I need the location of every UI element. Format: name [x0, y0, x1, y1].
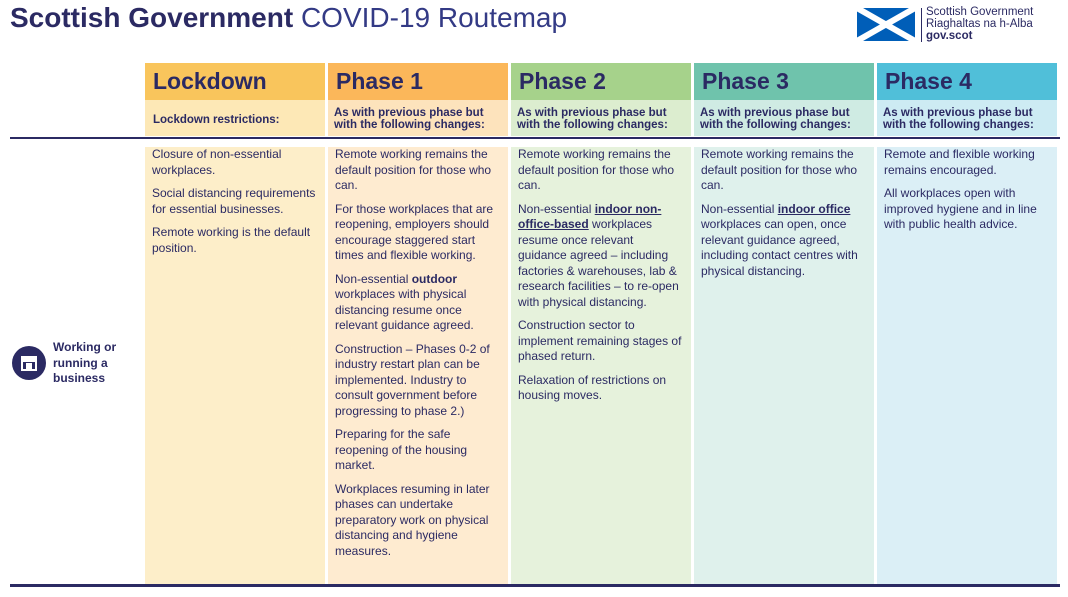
list-item: Remote working remains the default position for those who can. [335, 147, 492, 192]
title-bold: Scottish Government [10, 2, 294, 33]
phase-column-lockdown [145, 63, 325, 136]
list-item: Remote and flexible working remains encouraged. [884, 147, 1035, 177]
phase-body-2 [511, 147, 691, 584]
phase-subheader: As with previous phase but with the following changes: [694, 100, 874, 136]
list-item: Non-essential indoor non-office-based workplaces resume once relevant guidance agreed – including factories & warehouses, lab & research facilities – to re-open with physical distancing. [518, 201, 679, 309]
phase-header: Phase 1 [328, 63, 508, 100]
list-item: Relaxation of restrictions on housing moves. [518, 372, 667, 402]
list-item: Remote working is the default position. [152, 225, 311, 255]
list-item: Non-essential indoor office workplaces can open, once relevant guidance agreed, including contact centres with physical distancing. [701, 201, 858, 278]
page-title [10, 2, 567, 34]
phase-column-3 [694, 63, 874, 136]
shopfront-icon [12, 346, 46, 380]
row-label-text: Working or running a business [53, 340, 117, 385]
list-item: For those workplaces that are reopening, employers should encourage staggered start times and flexible working. [335, 201, 494, 262]
phase-body-lockdown [145, 147, 325, 584]
row-divider-bottom [10, 584, 1060, 587]
list-item: Closure of non-essential workplaces. [152, 147, 282, 177]
phase-body-4 [877, 147, 1057, 584]
phase-body-1 [328, 147, 508, 584]
list-item: Social distancing requirements for essential businesses. [152, 186, 316, 216]
phase-header: Phase 2 [511, 63, 691, 100]
list-item: Construction – Phases 0-2 of industry restart plan can be implemented. Industry to consult government before progressing to phase 2.) [335, 341, 490, 418]
list-item: Preparing for the safe reopening of the housing market. [335, 427, 468, 472]
phase-header: Lockdown [145, 63, 325, 100]
row-label [12, 340, 142, 390]
phase-body-3 [694, 147, 874, 584]
logo-line-url: gov.scot [926, 30, 973, 42]
list-item: Remote working remains the default position for those who can. [701, 147, 858, 192]
scottish-government-logo [857, 6, 1062, 42]
phase-subheader: Lockdown restrictions: [145, 100, 325, 136]
phase-subheader: As with previous phase but with the following changes: [328, 100, 508, 136]
phase-column-2 [511, 63, 691, 136]
logo-divider [921, 8, 922, 42]
list-item: Non-essential outdoor workplaces with physical distancing resume once relevant guidance agreed. [335, 271, 474, 332]
title-light: COVID-19 Routemap [300, 2, 568, 33]
phase-column-4 [877, 63, 1057, 136]
phase-subheader: As with previous phase but with the following changes: [511, 100, 691, 136]
row-divider-top [10, 137, 1060, 139]
phase-header: Phase 4 [877, 63, 1057, 100]
list-item: Remote working remains the default position for those who can. [518, 147, 675, 192]
list-item: All workplaces open with improved hygiene and in line with public health advice. [884, 186, 1037, 231]
saltire-flag-icon [857, 8, 915, 41]
logo-line-english: Scottish Government [926, 6, 1034, 18]
phase-subheader: As with previous phase but with the following changes: [877, 100, 1057, 136]
list-item: Construction sector to implement remaining stages of phased return. [518, 318, 682, 363]
logo-line-gaelic: Riaghaltas na h-Alba [926, 18, 1033, 30]
list-item: Workplaces resuming in later phases can undertake preparatory work on physical distancing and hygiene measures. [335, 481, 490, 558]
phase-column-1 [328, 63, 508, 136]
phase-header: Phase 3 [694, 63, 874, 100]
